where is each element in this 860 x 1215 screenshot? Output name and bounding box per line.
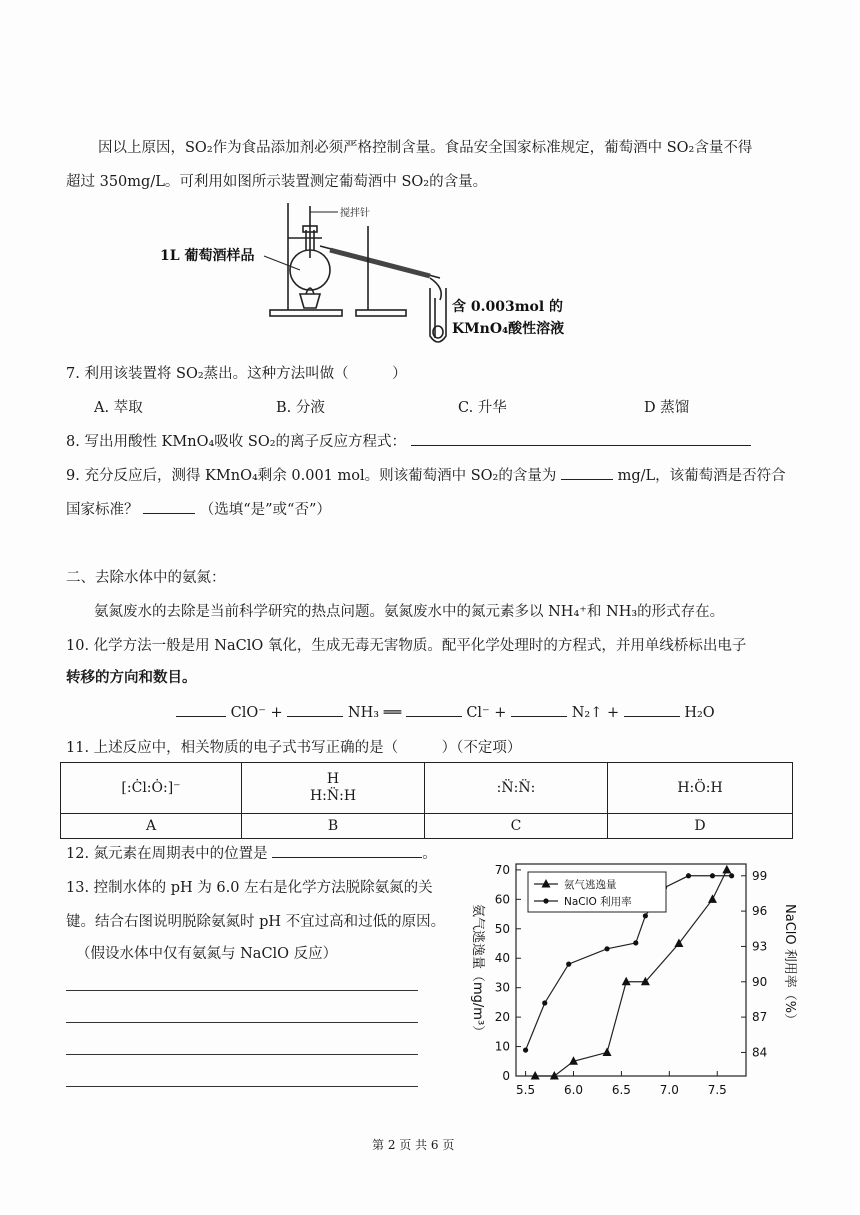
answer-line-4[interactable] — [66, 1086, 418, 1087]
formula-c: :N̈:N̈: — [425, 763, 608, 814]
legend-dot-marker — [543, 898, 548, 903]
series-2-point — [710, 873, 715, 878]
eq-term-nh3: NH₃ ══ — [347, 705, 402, 721]
series-1-point — [622, 977, 631, 986]
right-axis-label: NaClO 利用率（%） — [782, 904, 797, 1027]
solution-label-2: KMnO₄酸性溶液 — [452, 321, 565, 337]
q13-line-3: （假设水体中仅有氨氮与 NaClO 反应） — [76, 946, 338, 962]
x-tick-label: 5.5 — [516, 1083, 536, 1097]
q9-text-1: 9. 充分反应后，测得 KMnO₄剩余 0.001 mol。则该葡萄酒中 SO₂的含量为 — [66, 468, 557, 484]
y-left-tick-label: 30 — [494, 980, 510, 995]
y-left-tick-label: 40 — [494, 951, 510, 966]
label-b: B — [242, 814, 425, 839]
ammonia-naclo-chart — [462, 852, 812, 1112]
q9-text-2: mg/L，该葡萄酒是否符合 — [617, 468, 786, 484]
eq-term-h2o: H₂O — [684, 705, 715, 721]
eq-term-cl: Cl⁻ + — [466, 705, 507, 721]
q13-line-2: 键。结合右图说明脱除氨氮时 pH 不宜过高和过低的原因。 — [66, 914, 446, 930]
label-a: A — [61, 814, 242, 839]
q9-text-4: （选填“是”或“否”） — [199, 502, 331, 518]
q7-option-a: A. 萃取 — [94, 400, 143, 416]
page-number: 第 2 页 共 6 页 — [372, 1138, 455, 1152]
q10-equation — [176, 702, 715, 721]
q13-line-1: 13. 控制水体的 pH 为 6.0 左右是化学方法脱除氨氮的关 — [66, 880, 433, 896]
eq-term-clo: ClO⁻ + — [230, 705, 283, 721]
q7-option-d: D 蒸馏 — [644, 400, 690, 416]
y-right-tick-label: 93 — [752, 939, 768, 954]
eq-term-n2: N₂↑ + — [571, 705, 620, 721]
x-tick-label: 6.0 — [563, 1083, 584, 1097]
formula-b-top: H — [326, 771, 340, 787]
y-left-tick-label: 10 — [494, 1039, 510, 1054]
series-2-point — [523, 1047, 528, 1052]
coef-blank-5[interactable] — [624, 702, 680, 717]
series-1-point — [722, 865, 731, 874]
y-right-tick-label: 90 — [752, 974, 768, 989]
y-right-tick-label: 87 — [752, 1010, 768, 1025]
x-tick-label: 7.5 — [707, 1083, 727, 1097]
legend-label: NaClO 利用率 — [564, 896, 632, 908]
q9-text-3: 国家标准？ — [66, 502, 139, 518]
coef-blank-3[interactable] — [406, 702, 462, 717]
answer-line-2[interactable] — [66, 1022, 418, 1023]
series-1-point — [531, 1071, 540, 1080]
y-left-tick-label: 50 — [494, 921, 510, 936]
electron-formula-table — [60, 762, 793, 839]
series-1-point — [550, 1071, 559, 1080]
label-d: D — [608, 814, 793, 839]
q12-stem: 12. 氮元素在周期表中的位置是 — [66, 846, 268, 862]
label-c: C — [425, 814, 608, 839]
series-2-point — [542, 1000, 547, 1005]
intro-line-2: 超过 350mg/L。可利用如图所示装置测定葡萄酒中 SO₂的含量。 — [66, 174, 488, 190]
stirrer-label: 搅拌针 — [340, 208, 370, 219]
legend-label: 氨气逃逸量 — [564, 879, 617, 891]
q7-option-b: B. 分液 — [276, 400, 325, 416]
x-tick-label: 6.5 — [611, 1083, 631, 1097]
formula-a: [:Ċl:Ȯ:]⁻ — [61, 763, 242, 814]
formula-b-main: H:N̈:H — [309, 788, 357, 804]
q12-answer-blank[interactable] — [272, 843, 422, 858]
y-right-tick-label: 99 — [752, 868, 768, 883]
coef-blank-1[interactable] — [176, 702, 226, 717]
distillation-apparatus-figure — [160, 198, 620, 348]
y-left-tick-label: 20 — [494, 1010, 510, 1025]
answer-line-3[interactable] — [66, 1054, 418, 1055]
answer-line-1[interactable] — [66, 990, 418, 991]
coef-blank-4[interactable] — [511, 702, 567, 717]
left-axis-label: 氨气逃逸量（mg/m³） — [470, 904, 485, 1039]
series-1-point — [603, 1047, 612, 1056]
q9-yesno-blank[interactable] — [143, 499, 195, 514]
series-2-point — [729, 873, 734, 878]
q11-stem: 11. 上述反应中，相关物质的电子式书写正确的是（ ）（不定项） — [66, 740, 522, 756]
q7-option-c: C. 升华 — [458, 400, 507, 416]
q7-stem: 7. 利用该装置将 SO₂蒸出。这种方法叫做（ ） — [66, 366, 407, 382]
series-2-point — [686, 873, 691, 878]
y-left-tick-label: 60 — [494, 892, 510, 907]
q8-answer-blank[interactable] — [411, 431, 751, 446]
x-tick-label: 7.0 — [659, 1083, 679, 1097]
series-1-point — [708, 894, 717, 903]
q10-line-1: 10. 化学方法一般是用 NaClO 氧化，生成无毒无害物质。配平化学处理时的方程式，并用单线桥标出电子 — [66, 638, 747, 654]
q8-stem: 8. 写出用酸性 KMnO₄吸收 SO₂的离子反应方程式： — [66, 434, 407, 450]
series-2-point — [633, 940, 638, 945]
series-2-point — [643, 913, 648, 918]
chart-legend — [528, 872, 666, 912]
series-2-point — [566, 962, 571, 967]
formula-b — [242, 763, 425, 814]
sample-label: 1L 葡萄酒样品 — [160, 248, 255, 264]
y-right-tick-label: 84 — [752, 1045, 768, 1060]
section-2-intro: 氨氮废水的去除是当前科学研究的热点问题。氨氮废水中的氮元素多以 NH₄⁺和 NH₃的形式存在。 — [94, 604, 725, 620]
intro-line-1: 因以上原因，SO₂作为食品添加剂必须严格控制含量。食品安全国家标准规定，葡萄酒中 SO₂含量不得 — [98, 140, 753, 156]
y-left-tick-label: 70 — [494, 862, 510, 877]
q9-content-blank[interactable] — [561, 465, 613, 480]
q10-line-2: 转移的方向和数目。 — [66, 669, 197, 686]
solution-label-1: 含 0.003mol 的 — [452, 299, 564, 315]
formula-d: H:Ö:H — [608, 763, 793, 814]
y-right-tick-label: 96 — [752, 904, 768, 919]
section-2-heading: 二、去除水体中的氨氮： — [66, 570, 226, 586]
series-2-point — [604, 946, 609, 951]
y-left-tick-label: 0 — [502, 1069, 510, 1083]
coef-blank-2[interactable] — [287, 702, 343, 717]
